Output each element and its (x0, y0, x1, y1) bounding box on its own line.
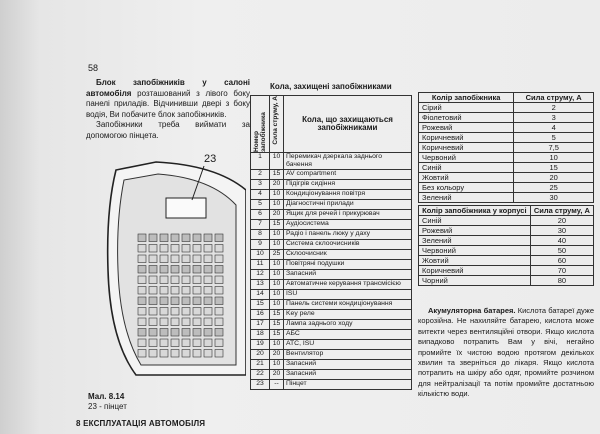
battery-warning (418, 306, 594, 400)
fuse-color-cell: Синій (419, 216, 531, 226)
fuse-slot (182, 329, 190, 337)
battery-text: Кислота батареї дуже корозійна. Не нахиляйте батарею, кислота може витекти через вентиляційні отвори. Якщо кислота випадково потрапить Вам у вічі, негайно промийте їх чистою водою протягом декількох хвилин та зверніться до лікаря. Якщо кислота потрапить на шкіру або одяг, промийте розчином для нейтралізації та потім промийте достатньою кількістю води. (418, 306, 594, 399)
table-row (251, 360, 412, 370)
fuse-slot (193, 266, 201, 274)
fuse-color-cell: Фіолетовий (419, 113, 514, 123)
intro-p1-text: розташований з лівого боку панелі приладів. Відчинивши двері з боку водія, Ви побачите блок запобіжників. (86, 88, 250, 119)
table-row (419, 133, 594, 143)
fuse-slot (215, 339, 223, 347)
fuse-circuit-cell: Діагностичні прилади (284, 200, 412, 210)
fuse-color-cell: Рожевий (419, 123, 514, 133)
fuse-color-cell: Сірий (419, 103, 514, 113)
fuse-slot (138, 255, 146, 263)
intro-bold-lead: Блок запобіжників у салоні автомобіля (86, 78, 250, 98)
fuse-number-cell: 22 (251, 370, 270, 380)
fuse-circuit-cell: Аудіосистема (284, 220, 412, 230)
fuse-slot (182, 234, 190, 242)
fuse-slot (138, 287, 146, 295)
fuse-slot (160, 287, 168, 295)
fuse-slot (149, 318, 157, 326)
table-row (251, 330, 412, 340)
fuse-slot (182, 297, 190, 305)
fuse-slot (215, 276, 223, 284)
fuse-slot (204, 350, 212, 358)
intro-paragraph-1 (86, 78, 250, 120)
fuse-color-cell: Без кольору (419, 183, 514, 193)
fuse-circuit-cell: ATC, ISU (284, 340, 412, 350)
fuse-amperage-cell: 40 (530, 236, 593, 246)
fuse-slot (171, 266, 179, 274)
fuse-slot (182, 255, 190, 263)
col-header-number: Номер запобіжника (251, 96, 270, 153)
intro-paragraph-2: Запобіжники треба виймати за допомогою пінцета. (86, 120, 250, 140)
fuse-slot (182, 266, 190, 274)
fuse-slot (149, 266, 157, 274)
fuse-slot (204, 308, 212, 316)
fuse-slot (171, 255, 179, 263)
fuse-slot (149, 329, 157, 337)
fuse-slot (160, 266, 168, 274)
fuse-circuit-cell: Вентилятор (284, 350, 412, 360)
fuse-slot (171, 234, 179, 242)
fuse-amperage-cell: 20 (270, 180, 284, 190)
fuse-amperage-cell: 5 (514, 133, 594, 143)
fuse-number-cell: 1 (251, 153, 270, 170)
fuse-amperage-cell: 80 (530, 276, 593, 286)
figure-caption (88, 392, 127, 412)
fuse-slot (138, 276, 146, 284)
fuse-circuit-cell: Автоматичне керування трансмісією (284, 280, 412, 290)
fuse-color-cell: Червоний (419, 246, 531, 256)
table-row (251, 190, 412, 200)
fuse-number-cell: 5 (251, 200, 270, 210)
table-row (251, 300, 412, 310)
table-row (251, 340, 412, 350)
amp-col-header: Сила струму, А (530, 206, 593, 216)
fuse-slot (193, 245, 201, 253)
fuse-circuit-cell: AV compartment (284, 170, 412, 180)
table-row (419, 183, 594, 193)
table-row (419, 266, 594, 276)
fuse-amperage-cell: 30 (530, 226, 593, 236)
fuse-number-cell: 19 (251, 340, 270, 350)
fuse-slot (149, 255, 157, 263)
fuse-circuit-cell: АБС (284, 330, 412, 340)
table-row (251, 240, 412, 250)
table-row (419, 256, 594, 266)
table-row (251, 380, 412, 390)
fuse-slot (215, 350, 223, 358)
table-row (251, 200, 412, 210)
fuse-color-cell: Зелений (419, 193, 514, 203)
table-row (419, 153, 594, 163)
fuse-number-cell: 21 (251, 360, 270, 370)
fuse-amperage-cell: 10 (270, 230, 284, 240)
fuse-slot (138, 245, 146, 253)
fuse-number-cell: 23 (251, 380, 270, 390)
fuse-color-cell: Рожевий (419, 226, 531, 236)
fuse-slot (160, 245, 168, 253)
fuse-slot (182, 245, 190, 253)
table-row (419, 163, 594, 173)
fuse-amperage-cell: 15 (270, 320, 284, 330)
fuse-slot (171, 297, 179, 305)
table-row (251, 270, 412, 280)
fuse-slot (215, 234, 223, 242)
table-row (419, 276, 594, 286)
fuse-slot (182, 276, 190, 284)
fuse-slot (182, 339, 190, 347)
table-row (419, 143, 594, 153)
fuse-slot (171, 276, 179, 284)
fuse-amperage-cell: 7,5 (514, 143, 594, 153)
fuse-amperage-cell: -- (270, 380, 284, 390)
fuse-slot (193, 308, 201, 316)
fuse-slot (182, 350, 190, 358)
table-row (251, 180, 412, 190)
fuse-circuit-cell: Підігрів сидіння (284, 180, 412, 190)
fuse-slot (160, 339, 168, 347)
figure-text: 23 - пінцет (88, 402, 127, 411)
fuse-slot (171, 339, 179, 347)
fuse-slot (138, 297, 146, 305)
fuse-circuit-cell: Key реле (284, 310, 412, 320)
col-header-circuit: Кола, що захищаються запобіжниками (284, 96, 412, 153)
fuse-amperage-cell: 20 (514, 173, 594, 183)
fuse-slot (204, 339, 212, 347)
fuse-number-cell: 14 (251, 290, 270, 300)
fuse-slot (215, 245, 223, 253)
table-row (419, 226, 594, 236)
fuse-slot (204, 234, 212, 242)
fuse-slot (204, 318, 212, 326)
fuse-slot (171, 287, 179, 295)
fuse-slot (138, 329, 146, 337)
fuse-amperage-cell: 30 (514, 193, 594, 203)
fuse-amperage-cell: 25 (270, 250, 284, 260)
table-row (251, 210, 412, 220)
intro-text (86, 78, 250, 141)
fuse-slot (149, 339, 157, 347)
fuse-number-cell: 18 (251, 330, 270, 340)
table-row (419, 103, 594, 113)
fuse-number-cell: 7 (251, 220, 270, 230)
fuse-number-cell: 8 (251, 230, 270, 240)
fuse-slot (149, 287, 157, 295)
table-row (251, 153, 412, 170)
fuse-color-cell: Жовтий (419, 256, 531, 266)
fuse-slot (204, 276, 212, 284)
fuse-number-cell: 16 (251, 310, 270, 320)
fuse-slot (171, 308, 179, 316)
fuse-amperage-cell: 2 (514, 103, 594, 113)
table-row (419, 216, 594, 226)
fuse-circuit-cell: Пінцет (284, 380, 412, 390)
fuse-slot (215, 308, 223, 316)
table-row (419, 123, 594, 133)
fuse-number-cell: 9 (251, 240, 270, 250)
fuse-amperage-cell: 15 (270, 170, 284, 180)
fuse-slot (193, 276, 201, 284)
cased-fuse-color-table (418, 205, 594, 286)
fuse-slot (138, 339, 146, 347)
fuse-amperage-cell: 10 (270, 200, 284, 210)
fuse-slot (193, 329, 201, 337)
fuse-number-cell: 20 (251, 350, 270, 360)
fuse-slot (138, 234, 146, 242)
fuse-amperage-cell: 10 (270, 340, 284, 350)
fuse-color-cell: Червоний (419, 153, 514, 163)
fuse-amperage-cell: 10 (270, 280, 284, 290)
table-row (419, 113, 594, 123)
table-row (251, 230, 412, 240)
fuse-circuit-cell: Радіо і панель люку у даху (284, 230, 412, 240)
figure-title: Мал. 8.14 (88, 392, 125, 401)
fuse-color-cell: Зелений (419, 236, 531, 246)
fuse-circuit-table (250, 95, 412, 390)
fuse-slot (171, 245, 179, 253)
fuse-slot (193, 350, 201, 358)
fuse-amperage-cell: 15 (270, 330, 284, 340)
fuse-box-illustration (96, 150, 246, 380)
fuse-circuit-cell: Лампа заднього ходу (284, 320, 412, 330)
fuse-slot (182, 318, 190, 326)
color-col-header: Колір запобіжника (419, 93, 514, 103)
fuse-amperage-cell: 10 (270, 300, 284, 310)
fuse-slot (138, 266, 146, 274)
fuse-circuit-cell: Склоочисник (284, 250, 412, 260)
fuse-number-cell: 13 (251, 280, 270, 290)
fuse-slot (204, 329, 212, 337)
fuse-number-cell: 15 (251, 300, 270, 310)
color-col-header: Колір запобіжника у корпусі (419, 206, 531, 216)
fuse-table-caption: Кола, захищені запобіжниками (270, 82, 392, 91)
fuse-amperage-cell: 10 (270, 240, 284, 250)
fuse-slot (160, 255, 168, 263)
fuse-amperage-cell: 10 (270, 260, 284, 270)
fuse-amperage-cell: 70 (530, 266, 593, 276)
page-number: 58 (88, 63, 99, 73)
fuse-circuit-cell: Повітряні подушки (284, 260, 412, 270)
fuse-amperage-cell: 15 (270, 220, 284, 230)
fuse-circuit-cell: Перемикач дзеркала заднього бачення (284, 153, 412, 170)
fuse-slot (193, 255, 201, 263)
fuse-color-table (418, 92, 594, 203)
table-row (251, 290, 412, 300)
table-row (251, 220, 412, 230)
fuse-slot (204, 287, 212, 295)
fuse-amperage-cell: 20 (270, 370, 284, 380)
table-row (251, 320, 412, 330)
fuse-slot (193, 339, 201, 347)
fuse-number-cell: 6 (251, 210, 270, 220)
table-row (251, 370, 412, 380)
fuse-number-cell: 12 (251, 270, 270, 280)
fuse-slot (215, 255, 223, 263)
fuse-circuit-cell: Запасний (284, 370, 412, 380)
fuse-amperage-cell: 15 (270, 310, 284, 320)
fuse-number-cell: 11 (251, 260, 270, 270)
table-row (251, 350, 412, 360)
fuse-slot (138, 318, 146, 326)
fuse-number-cell: 2 (251, 170, 270, 180)
table-row (251, 260, 412, 270)
fuse-color-cell: Жовтий (419, 173, 514, 183)
amp-col-header: Сила струму, А (514, 93, 594, 103)
fuse-slot (160, 308, 168, 316)
fuse-amperage-cell: 10 (514, 153, 594, 163)
fuse-slot (193, 287, 201, 295)
fuse-slot (171, 350, 179, 358)
fuse-slot (182, 287, 190, 295)
fuse-slot (204, 266, 212, 274)
fuse-amperage-cell: 10 (270, 360, 284, 370)
fuse-amperage-cell: 20 (530, 216, 593, 226)
fuse-slot (149, 234, 157, 242)
page-footer: 8 ЕКСПЛУАТАЦІЯ АВТОМОБІЛЯ (76, 419, 206, 428)
fuse-amperage-cell: 20 (270, 210, 284, 220)
figure-callout: 23 (204, 153, 217, 165)
fuse-circuit-cell: Ящик для речей і прикурювач (284, 210, 412, 220)
fuse-slot (160, 297, 168, 305)
fuse-amperage-cell: 60 (530, 256, 593, 266)
fuse-slot (215, 297, 223, 305)
table-row (419, 173, 594, 183)
fuse-slot (160, 234, 168, 242)
fuse-amperage-cell: 10 (270, 190, 284, 200)
table-row (251, 170, 412, 180)
fuse-amperage-cell: 3 (514, 113, 594, 123)
fuse-amperage-cell: 25 (514, 183, 594, 193)
fuse-slot (204, 255, 212, 263)
fuse-slot (149, 297, 157, 305)
fuse-slot (138, 350, 146, 358)
fuse-circuit-cell: ISU (284, 290, 412, 300)
fuse-number-cell: 10 (251, 250, 270, 260)
fuse-slot (193, 318, 201, 326)
fuse-amperage-cell: 15 (514, 163, 594, 173)
fuse-slot (160, 329, 168, 337)
fuse-slot (160, 350, 168, 358)
table-row (419, 193, 594, 203)
fuse-amperage-cell: 4 (514, 123, 594, 133)
fuse-slot (193, 234, 201, 242)
fuse-color-cell: Коричневий (419, 133, 514, 143)
fuse-slot (149, 245, 157, 253)
fuse-slot (193, 297, 201, 305)
table-row (419, 246, 594, 256)
fuse-slot (204, 245, 212, 253)
fuse-slot (215, 329, 223, 337)
fuse-amperage-cell: 10 (270, 153, 284, 170)
fuse-slot (215, 287, 223, 295)
table-row (419, 236, 594, 246)
fuse-amperage-cell: 10 (270, 270, 284, 280)
fuse-amperage-cell: 10 (270, 290, 284, 300)
fuse-slot (171, 318, 179, 326)
fuse-circuit-cell: Кондиціонування повітря (284, 190, 412, 200)
table-row (251, 250, 412, 260)
fuse-slot (149, 276, 157, 284)
col-header-amperage: Сила струму, А (270, 96, 284, 153)
fuse-circuit-cell: Запасний (284, 270, 412, 280)
table-row (251, 280, 412, 290)
fuse-slot (160, 318, 168, 326)
fuse-slot (182, 308, 190, 316)
fuse-slot (215, 266, 223, 274)
fuse-number-cell: 3 (251, 180, 270, 190)
fuse-number-cell: 17 (251, 320, 270, 330)
fuse-slot (149, 350, 157, 358)
fuse-color-cell: Коричневий (419, 266, 531, 276)
fuse-color-cell: Коричневий (419, 143, 514, 153)
battery-heading: Акумуляторна батарея. (428, 306, 516, 315)
fuse-amperage-cell: 50 (530, 246, 593, 256)
fuse-color-cell: Синій (419, 163, 514, 173)
fuse-slot (160, 276, 168, 284)
fuse-color-cell: Чорний (419, 276, 531, 286)
fuse-slot (149, 308, 157, 316)
fuse-slot (171, 329, 179, 337)
fuse-slot (215, 318, 223, 326)
fuse-circuit-cell: Запасний (284, 360, 412, 370)
fuse-number-cell: 4 (251, 190, 270, 200)
fuse-slot (138, 308, 146, 316)
fuse-slot (204, 297, 212, 305)
fuse-amperage-cell: 20 (270, 350, 284, 360)
fuse-circuit-cell: Система склоочисників (284, 240, 412, 250)
table-row (251, 310, 412, 320)
fuse-circuit-cell: Панель системи кондиціонування (284, 300, 412, 310)
